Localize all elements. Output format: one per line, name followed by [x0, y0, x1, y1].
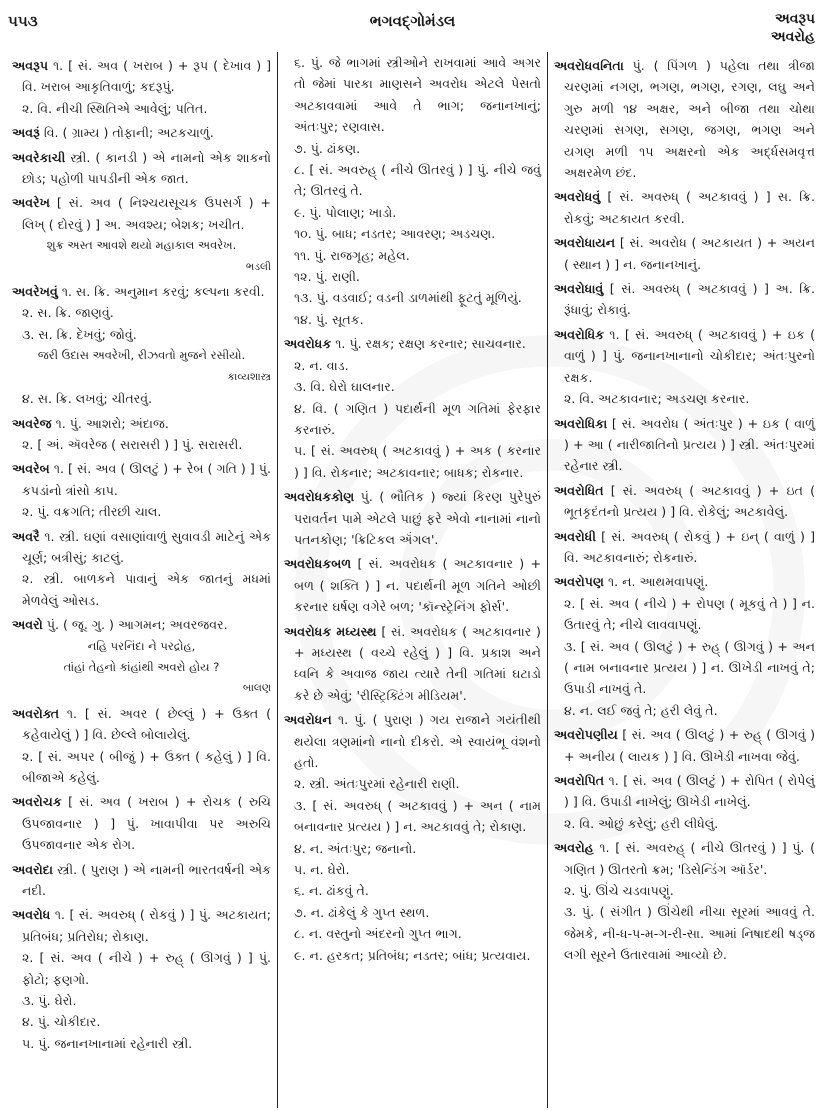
entry-sense: [284, 355, 541, 376]
dictionary-entry: [12, 703, 271, 746]
entry-text: કાવ્યશાસ્ત્ર: [227, 370, 271, 383]
entry-sense: [284, 859, 541, 880]
entry-text: [ સં. અવ ( નિશ્ચયસૂચક ઉપસર્ગ ) + લિખ્ ( દોરવું ) ] અ. અવશ્ય; બેશક; ખચીત.: [22, 195, 271, 232]
headword: અવરોધવું: [554, 189, 601, 205]
headword: અવરોધિકા: [554, 415, 608, 431]
entry-text: ૨. પું. ઊંચે ચડવાપણું.: [564, 883, 674, 899]
entry-text: ૨. વિ. ઓછું કરેલું; હરી લીધેલું.: [564, 815, 719, 831]
dictionary-entry: [284, 709, 541, 773]
headword: અવરોધકકોણ: [284, 489, 355, 505]
entry-text: ૪. સ. ક્રિ. લખવું; ચીતરવું.: [22, 391, 153, 407]
dictionary-entry: [554, 186, 815, 229]
entry-text: ૪. ન. અંતઃપુર; જનાનો.: [294, 840, 417, 856]
entry-text: ૩. સ. ક્રિ. દેખવું; જોવું.: [22, 326, 137, 342]
dictionary-entry: [554, 324, 815, 388]
entry-text: [ સં. અવરોધ ( અંતઃપુર ) + ઇક ( વાળું ) + આ ( નારીજાતિનો પ્રત્યય ) ] સ્ત્રી. અંતઃપુરમાં રહેનાર સ્ત્રી.: [564, 415, 815, 474]
headword: અવરોધી: [554, 528, 596, 544]
entry-sense: [12, 568, 271, 611]
entry-text: ૧૨. પું. રાણી.: [294, 269, 360, 285]
entry-sense: [284, 880, 541, 901]
entry-sense: [284, 287, 541, 308]
headword: અવરેજ: [12, 415, 52, 431]
headword: અવરોધક: [284, 336, 332, 352]
entry-text: ૧. [ સં. અવ ( ઊલટું ) + રેબ ( ગતિ ) ] પું. કપડાંનો ત્રાંસો કાપ.: [22, 461, 271, 498]
entry-text: ૧. [ સં. અવ ( ખરાબ ) + રૂપ ( દેખાવ ) ] વિ. ખરાબ આકૃતિવાળું; કદરૂપું.: [22, 58, 271, 95]
entry-text: પું. ( પિંગળ ) પહેલા તથા ત્રીજા ચરણમાં નગણ, ભગણ, ભગણ, રગણ, લઘુ અને ગુરુ મળી ૧૪ અક્ષર, અને બીજા તથા ચોથા ચરણમાં સગણ, સગણ, જગણ, ભગણ અને યગણ મળી ૧૫ અક્ષરનો એક અર્દ્ધસમવૃત્ત અક્ષરમેળ છંદ.: [564, 58, 815, 181]
headword: અવરેખ: [12, 195, 50, 211]
entry-text: ૯. ન. હરકત; પ્રતિબંધ; નડતર; બાંધ; પ્રત્યવાય.: [294, 947, 531, 963]
entry-text: [ સં. અવરોધક ( અટકાવનાર ) + બળ ( શક્તિ ) ] ન. પદાર્થની મૂળ ગતિને ઓછી કરનાર ઘર્ષણ વગેરે બળ; 'કૉન્સ્ટ્રેનિંગ ફોર્સ'.: [294, 556, 542, 615]
entry-text: પું. ( જૂ. ગુ. ) આગમન; અવરજવર.: [46, 617, 228, 633]
entry-text: ૧. [ સં. અવ ( ઊલટું ) + રોપિત ( રોપેલું ) ] વિ. ઉપાડી નાખેલું; ઊખેડી નાખેલું.: [564, 773, 815, 810]
headword: અવરોચક: [12, 794, 62, 810]
headword: અવરેખવું: [12, 284, 58, 300]
entry-sense: [284, 440, 541, 483]
headword: અવરૈ: [12, 528, 40, 544]
entry-text: ૧. [ સં. અવર ( છેલ્લું ) + ઉક્ત ( કહેવાયેલું ) ] વિ. છેલ્લે બોલાયેલું.: [22, 705, 271, 743]
entry-text: [ સં. અવરુધ્ ( રોકવું ) + ઇન્ ( વાળું ) ] વિ. અટકાવનારું; રોકનારું.: [564, 528, 815, 565]
entry-sense: [12, 1033, 271, 1054]
entry-sense: [12, 990, 271, 1011]
entry-text: તાંહાં તેહનો કાંહાંથી અવરો હોય ?: [63, 659, 220, 674]
entry-sense: [12, 388, 271, 409]
citation-source: [12, 367, 271, 388]
entry-sense: [284, 376, 541, 397]
entry-text: જરી ઉદાસ અવરેખી, રીઝવતો મુજને રસીયો.: [37, 348, 246, 363]
entry-text: ૩. પું. ( સંગીત ) ઊંચેથી નીચા સૂરમાં આવવું તે. જેમકે, ની-ધ-પ-મ-ગ-રી-સા. આમાં નિષાદથી ષડ્જ લગી સૂરને ઉતારવામાં આવ્યો છે.: [564, 904, 815, 963]
guide-words: [771, 10, 815, 46]
entry-text: [ સં. અવ ( ઊલટું ) + રુહ્ ( ઊગવું ) + અનીય ( લાયક ) ] વિ. ઊખેડી નાખવા જેવું.: [564, 727, 815, 764]
entry-text: ૨. વિ. અટકાવનાર; અડચણ કરનાર.: [564, 391, 750, 407]
headword: અવરોપિત: [554, 773, 605, 788]
entry-sense: [12, 947, 271, 990]
entry-text: વિ. ( ગ્રામ્ય ) તોફાની; અટકચાળું.: [43, 125, 214, 141]
entry-sense: [554, 901, 815, 965]
entry-sense: [554, 813, 815, 834]
entry-sense: [284, 245, 541, 266]
entry-sense: [554, 388, 815, 409]
entry-text: ૮. ન. વસ્તુનો અંદરનો ગુપ્ત ભાગ.: [294, 926, 462, 942]
entry-sense: [284, 309, 541, 330]
dictionary-entry: [12, 413, 271, 434]
entry-sense: [12, 1011, 271, 1032]
citation-source: [12, 678, 271, 699]
entry-sense: [554, 700, 815, 721]
entry-text: ૨. સ્ત્રી. બાળકને પાવાનું એક જાતનું મધમાં મેળવેલું ઓસડ.: [22, 571, 271, 608]
citation-quote: [12, 235, 271, 256]
entry-sense: [284, 266, 541, 287]
entry-sense: [12, 746, 271, 789]
dictionary-entry: [12, 904, 271, 947]
dictionary-entry: [554, 480, 815, 523]
entry-text: ૨. ન. વાડ.: [294, 357, 349, 373]
headword: અવરોદા: [12, 861, 53, 877]
entry-sense: [284, 398, 541, 441]
guide-word-first: અવરૂપ: [774, 11, 815, 27]
dictionary-entry: [12, 122, 271, 143]
column-3: [548, 52, 821, 1108]
headword: અવરોહ: [554, 840, 594, 856]
dictionary-entry: [12, 55, 271, 98]
dictionary-entry: [554, 724, 815, 767]
dictionary-entry: [554, 278, 815, 321]
column-2: [277, 52, 548, 1108]
entry-text: ૧. પું. આશરો; અંદાજ.: [55, 415, 169, 431]
entry-text: ૧. પું. ( પુરાણ ) ગય રાજાને ગયંતીથી થયેલા ત્રણમાંનો નાનો દીકરો. એ સ્વાયંભૂ વંશનો હતો.: [294, 712, 541, 770]
headword: અવરોધિક: [554, 326, 605, 342]
entry-sense: [284, 138, 541, 159]
dictionary-entry: [12, 458, 271, 501]
entry-sense: [12, 302, 271, 323]
entry-text: ૧. ન. આથમવાપણું.: [607, 574, 709, 590]
entry-text: ૧. [ સં. અવરુધ્ ( અટકાવવું ) + ઇક ( વાળું ) ] પું. જનાનખાનાનો ચોકીદાર; અંતઃપુરનો રક્ષક.: [564, 326, 815, 385]
entry-text: [ સં. અવરોધ ( અટકાયત ) + અયન ( સ્થાન ) ] ન. જનાનખાનું.: [564, 235, 815, 272]
entry-text: ૪. પું. ચોકીદાર.: [22, 1014, 101, 1030]
entry-text: ૧. પું. રક્ષક; રક્ષણ કરનાર; સાચવનાર.: [335, 336, 526, 352]
entry-sense: [284, 223, 541, 244]
headword: અવરૂં: [12, 125, 40, 141]
entry-text: [ સં. અવ ( ખરાબ ) + રોચક ( રુચિ ઉપજાવનાર ) ] પું. ખાવાપીવા પર અરુચિ ઉપજાવનાર એક રોગ.: [22, 794, 271, 853]
guide-word-last: અવરોહ: [770, 29, 815, 45]
entry-text: શુક્ર અસ્ત આવશે થયો મહાકાલ અવરેખ.: [46, 238, 237, 253]
page-number: ૫૫૩: [8, 12, 38, 30]
dictionary-entry: [12, 859, 271, 902]
headword: અવરોધન: [284, 712, 332, 728]
entry-text: ૩. પું. ઘેરો.: [22, 993, 77, 1009]
column-1: [6, 52, 277, 1108]
citation-quote: [12, 657, 271, 678]
entry-sense: [12, 434, 271, 455]
entry-text: ૨. [ અં. ઍવરેજ ( સરાસરી ) ] પું. સરાસરી.: [22, 436, 243, 452]
entry-text: [ સં. અવરોધક ( અટકાવનાર ) + મધ્યસ્થ ( વચ્ચે રહેલું ) ] વિ. પ્રકાશ અને ધ્વનિ કે અવાજ જાય ત્યારે તેની ગતિમાં ઘટાડો કરે છે એવું; 'રીસ્ટ્રિક્ટિંગ મીડિયમ'.: [294, 623, 541, 703]
entry-text: ૧૩. પું. વડવાઈ; વડની ડાળમાંથી ફૂટતું મૂળિયું.: [294, 290, 522, 306]
dictionary-columns: [6, 52, 821, 1108]
entry-sense: [284, 923, 541, 944]
entry-text: ૭. પું. ઢાંકણ.: [294, 140, 361, 156]
entry-text: ૫. [ સં. અવરુધ્ ( અટકાવવું ) + અક ( કરનાર ) ] વિ. રોકનાર; અટકાવનાર; બાધક; રોકનાર.: [294, 443, 541, 480]
headword: અવરૂપ: [12, 58, 49, 73]
entry-text: ૪. વિ. ( ગણિત ) પદાર્થની મૂળ ગતિમાં ફેરફાર કરનારું.: [294, 400, 541, 437]
entry-text: ૪. ન. લઈ જવું તે; હરી લેવું તે.: [564, 702, 718, 718]
dictionary-entry: [12, 791, 271, 855]
dictionary-entry: [12, 281, 271, 302]
entry-text: ૧. સ. ક્રિ. અનુમાન કરવું; કલ્પના કરવી.: [61, 284, 265, 300]
entry-sense: [284, 838, 541, 859]
headword: અવરેબ: [12, 461, 50, 477]
headword: અવરોધવનિતા: [554, 58, 624, 73]
entry-sense: [12, 501, 271, 522]
headword: અવરોધાયન: [554, 235, 616, 251]
entry-text: [ સં. અવરુધ્ ( અટકાવવું ) ] સ. ક્રિ. રોકવું; અટકાયત કરવી.: [564, 189, 815, 226]
entry-sense: [12, 324, 271, 345]
dictionary-entry: [284, 621, 541, 707]
entry-sense: [554, 593, 815, 636]
entry-text: ૨. વિ. નીચી સ્થિતિએ આવેલું; પતિત.: [22, 100, 208, 116]
dictionary-entry: [554, 770, 815, 813]
dictionary-entry: [12, 147, 271, 190]
entry-text: ૩. [ સં. અવરુધ્ ( અટકાવવું ) + અન ( નામ બનાવનાર પ્રત્યય ) ] ન. અટકાવવું તે; રોકાણ.: [294, 797, 541, 835]
dictionary-entry: [554, 571, 815, 592]
entry-sense: [554, 636, 815, 700]
dictionary-entry: [12, 526, 271, 569]
dictionary-entry: [554, 526, 815, 569]
entry-text: ૧. [ સં. અવરુધ્ ( રોકવું ) ] પું. અટકાયત; પ્રતિબંધ; પ્રતિરોધ; રોકાણ.: [22, 907, 271, 944]
entry-sense: [12, 98, 271, 119]
entry-sense: [284, 52, 541, 138]
entry-text: [ સં. અવરુધ્ ( અટકાવવું ) + ઇત ( ભૂતકૃદંતનો પ્રત્યય ) ] વિ. રોકેલું; અટકાવેલું.: [564, 482, 815, 520]
entry-text: ૫. પું. જનાનખાનામાં રહેનારી સ્ત્રી.: [22, 1035, 193, 1051]
citation-quote: [12, 345, 271, 366]
headword: અવરોધિત: [554, 482, 604, 498]
headword: અવરેકાચી: [12, 149, 66, 165]
entry-text: ૨. સ્ત્રી. અંતઃપુરમાં રહેનારી રાણી.: [294, 776, 460, 792]
dictionary-entry: [284, 333, 541, 354]
entry-text: બાલણ: [242, 682, 271, 695]
dictionary-entry: [12, 192, 271, 235]
entry-text: સ્ત્રી. ( પુરાણ ) એ નામની ભારતવર્ષની એક નદી.: [22, 861, 271, 899]
entry-text: સ્ત્રી. ( કાનડી ) એ નામનો એક શાકનો છોડ; પહોળી પાપડીની એક જાત.: [22, 149, 271, 187]
entry-text: [ સં. અવરુધ્ ( અટકાવવું ) ] અ. ક્રિ. રૂંધાવું; રોકાવું.: [564, 281, 815, 318]
entry-text: ૮. [ સં. અવરુહ્ ( નીચે ઊતરવું ) ] પું. નીચે જવું તે; ઊતરવું તે.: [294, 162, 541, 199]
dictionary-entry: [554, 55, 815, 183]
entry-sense: [284, 159, 541, 202]
headword: અવરો: [12, 617, 43, 633]
entry-sense: [284, 773, 541, 794]
entry-sense: [284, 795, 541, 838]
dictionary-entry: [12, 614, 271, 635]
dictionary-entry: [554, 837, 815, 880]
headword: અવરોધાવું: [554, 281, 604, 297]
entry-sense: [284, 202, 541, 223]
entry-text: ૩. વિ. ઘેરો ઘાલનાર.: [294, 379, 395, 395]
entry-text: પું. ( ભૌતિક ) જ્યાં કિરણ પુરેપુરું પરાવર્તન પામે એટલે પાછું ફરે એવો નાનામાં નાનો પતનકોણ; 'ક્રિટિકલ ઍંગલ'.: [294, 489, 541, 547]
entry-text: ૨. પું. વક્રગતિ; તીરછી ચાલ.: [22, 504, 162, 520]
dictionary-entry: [284, 553, 541, 617]
citation-quote: [12, 636, 271, 657]
entry-text: ૧. [ સં. અવરુહ્ ( નીચે ઊતરવું ) ] પું. ( ગણિત ) ઊતરતો ક્રમ; 'ડિસેન્ડિંગ ઑર્ડર'.: [564, 840, 815, 877]
entry-text: ૧૪. પું. સૂતક.: [294, 311, 364, 327]
dictionary-entry: [554, 232, 815, 275]
headword: અવરોક્ત: [12, 705, 60, 721]
entry-sense: [554, 880, 815, 901]
headword: અવરોપણીય: [554, 727, 618, 743]
dictionary-entry: [284, 486, 541, 550]
entry-text: ભડલી: [245, 260, 271, 273]
entry-text: ૨. [ સં. અવ ( નીચે ) + રોપણ ( મૂકવું તે ) ] ન. ઉતારવું તે; નીચે લાવવાપણું.: [564, 595, 815, 633]
entry-text: ૫. ન. ઘેરો.: [294, 862, 350, 878]
page-header: [0, 8, 825, 58]
entry-text: ૧૦. પું. બાધ; નડતર; આવરણ; અડચણ.: [294, 226, 496, 242]
dictionary-entry: [554, 413, 815, 477]
entry-text: ૧૧. પું. રાજગૃહ; મહેલ.: [294, 247, 410, 263]
entry-text: ૭. ન. ઢાંકેલું કે ગુપ્ત સ્થળ.: [294, 904, 430, 920]
entry-text: ૯. પું. પોલાણ; ખાડો.: [294, 204, 397, 220]
entry-text: ૨. [ સં. અપર ( બીજું ) + ઉક્ત ( કહેલું ) ] વિ. બીજાએ કહેલું.: [22, 748, 271, 785]
entry-text: નહિ પરનિંદા ને પરદ્રોહ,: [87, 638, 196, 653]
entry-sense: [284, 902, 541, 923]
entry-sense: [284, 945, 541, 966]
entry-text: ૨. [ સં. અવ ( નીચે ) + રુહ્ ( ઊગવું ) ] પું. ફોટો; ફણગો.: [22, 950, 271, 987]
citation-source: [12, 257, 271, 278]
entry-text: ૨. સ. ક્રિ. જાણવું.: [22, 305, 114, 321]
entry-text: ૩. [ સં. અવ ( ઊલટું ) + રુહ્ ( ઊગવું ) + અન ( નામ બનાવનાર પ્રત્યય ) ] ન. ઊખેડી નાખવું તે; ઉપાડી નાખવું તે.: [564, 638, 815, 697]
headword: અવરોધક મધ્યસ્થ: [284, 623, 377, 639]
headword: અવરોધકબળ: [284, 556, 352, 572]
entry-text: ૬. ન. ઢાંકવું તે.: [294, 883, 369, 899]
headword: અવરોધ: [12, 907, 51, 923]
entry-text: ૧. સ્ત્રી. ઘણાં વસાણાંવાળું સુવાવડી માટેનું એક ચૂર્ણ; બત્રીસું; કાટલું.: [22, 528, 271, 565]
headword: અવરોપણ: [554, 574, 604, 590]
book-title: ભગવદ્ગોમંડલ: [369, 12, 456, 30]
entry-text: ૬. પું. જે ભાગમાં સ્ત્રીઓને રાખવામાં આવે અગર તો જેમાં પારકા માણસને અવરોધ એટલે પેસતો અટકાવવામાં આવે તે ભાગ; જનાનખાનું; અંતઃપુર; રણવાસ.: [294, 55, 541, 135]
